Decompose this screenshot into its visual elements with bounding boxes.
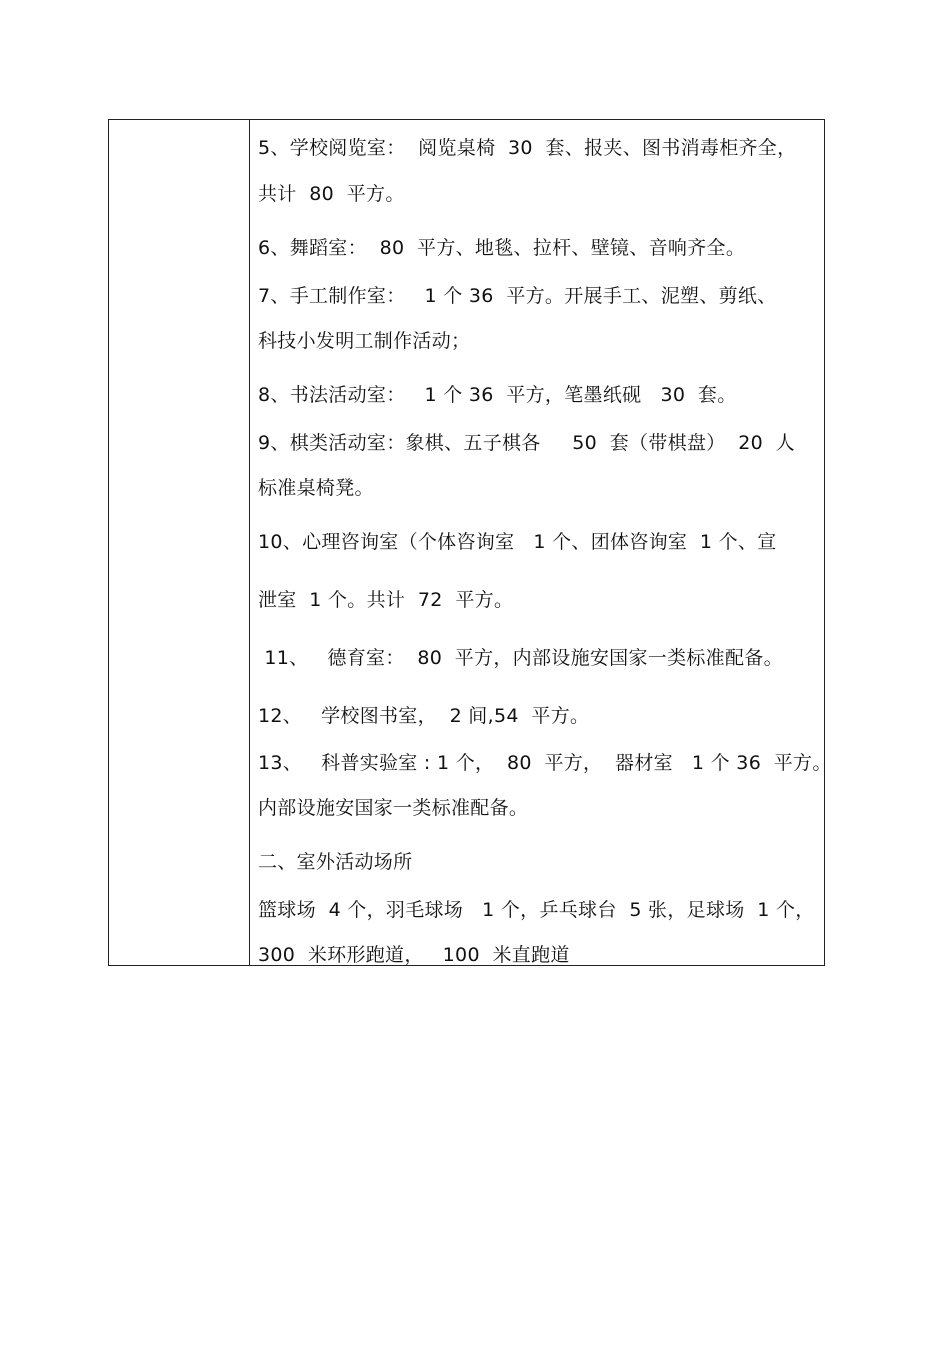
text-line-chess-room: 9、棋类活动室：象棋、五子棋各 50 套（带棋盘） 20 人	[258, 432, 795, 454]
section-heading-outdoor: 二、室外活动场所	[258, 851, 413, 873]
text-line-handcraft-room: 7、手工制作室： 1 个 36 平方。开展手工、泥塑、剪纸、	[258, 285, 777, 307]
text-line-science-lab: 13、 科普实验室 : 1 个， 80 平方， 器材室 1 个 36 平方。	[258, 752, 832, 774]
text-line-handcraft-activities: 科技小发明工制作活动；	[258, 330, 471, 352]
text-line-science-lab-equipment: 内部设施安国家一类标准配备。	[258, 797, 529, 819]
text-line-outdoor-courts: 篮球场 4 个，羽毛球场 1 个，乒乓球台 5 张，足球场 1 个，	[258, 899, 815, 921]
text-line-counseling-area: 泄室 1 个。共计 72 平方。	[258, 589, 514, 611]
text-line-counseling-room: 10、心理咨询室（个体咨询室 1 个、团体咨询室 1 个、宣	[258, 531, 777, 553]
text-line-library: 12、 学校图书室， 2 间,54 平方。	[258, 705, 590, 727]
text-line-calligraphy-room: 8、书法活动室： 1 个 36 平方，笔墨纸砚 30 套。	[258, 384, 737, 406]
table-right-cell	[250, 120, 832, 966]
text-line-moral-education-room: 11、 德育室： 80 平方，内部设施安国家一类标准配备。	[258, 647, 783, 669]
text-line-reading-room: 5、学校阅览室： 阅览桌椅 30 套、报夹、图书消毒柜齐全，	[258, 137, 797, 159]
text-line-outdoor-tracks: 300 米环形跑道， 100 米直跑道	[258, 944, 570, 966]
table-left-cell	[109, 120, 250, 965]
text-line-reading-room-area: 共计 80 平方。	[258, 183, 405, 205]
text-line-chess-furniture: 标准桌椅凳。	[258, 477, 374, 499]
text-line-dance-room: 6、舞蹈室： 80 平方、地毯、拉杆、壁镜、音响齐全。	[258, 237, 746, 259]
facilities-table	[108, 119, 832, 966]
